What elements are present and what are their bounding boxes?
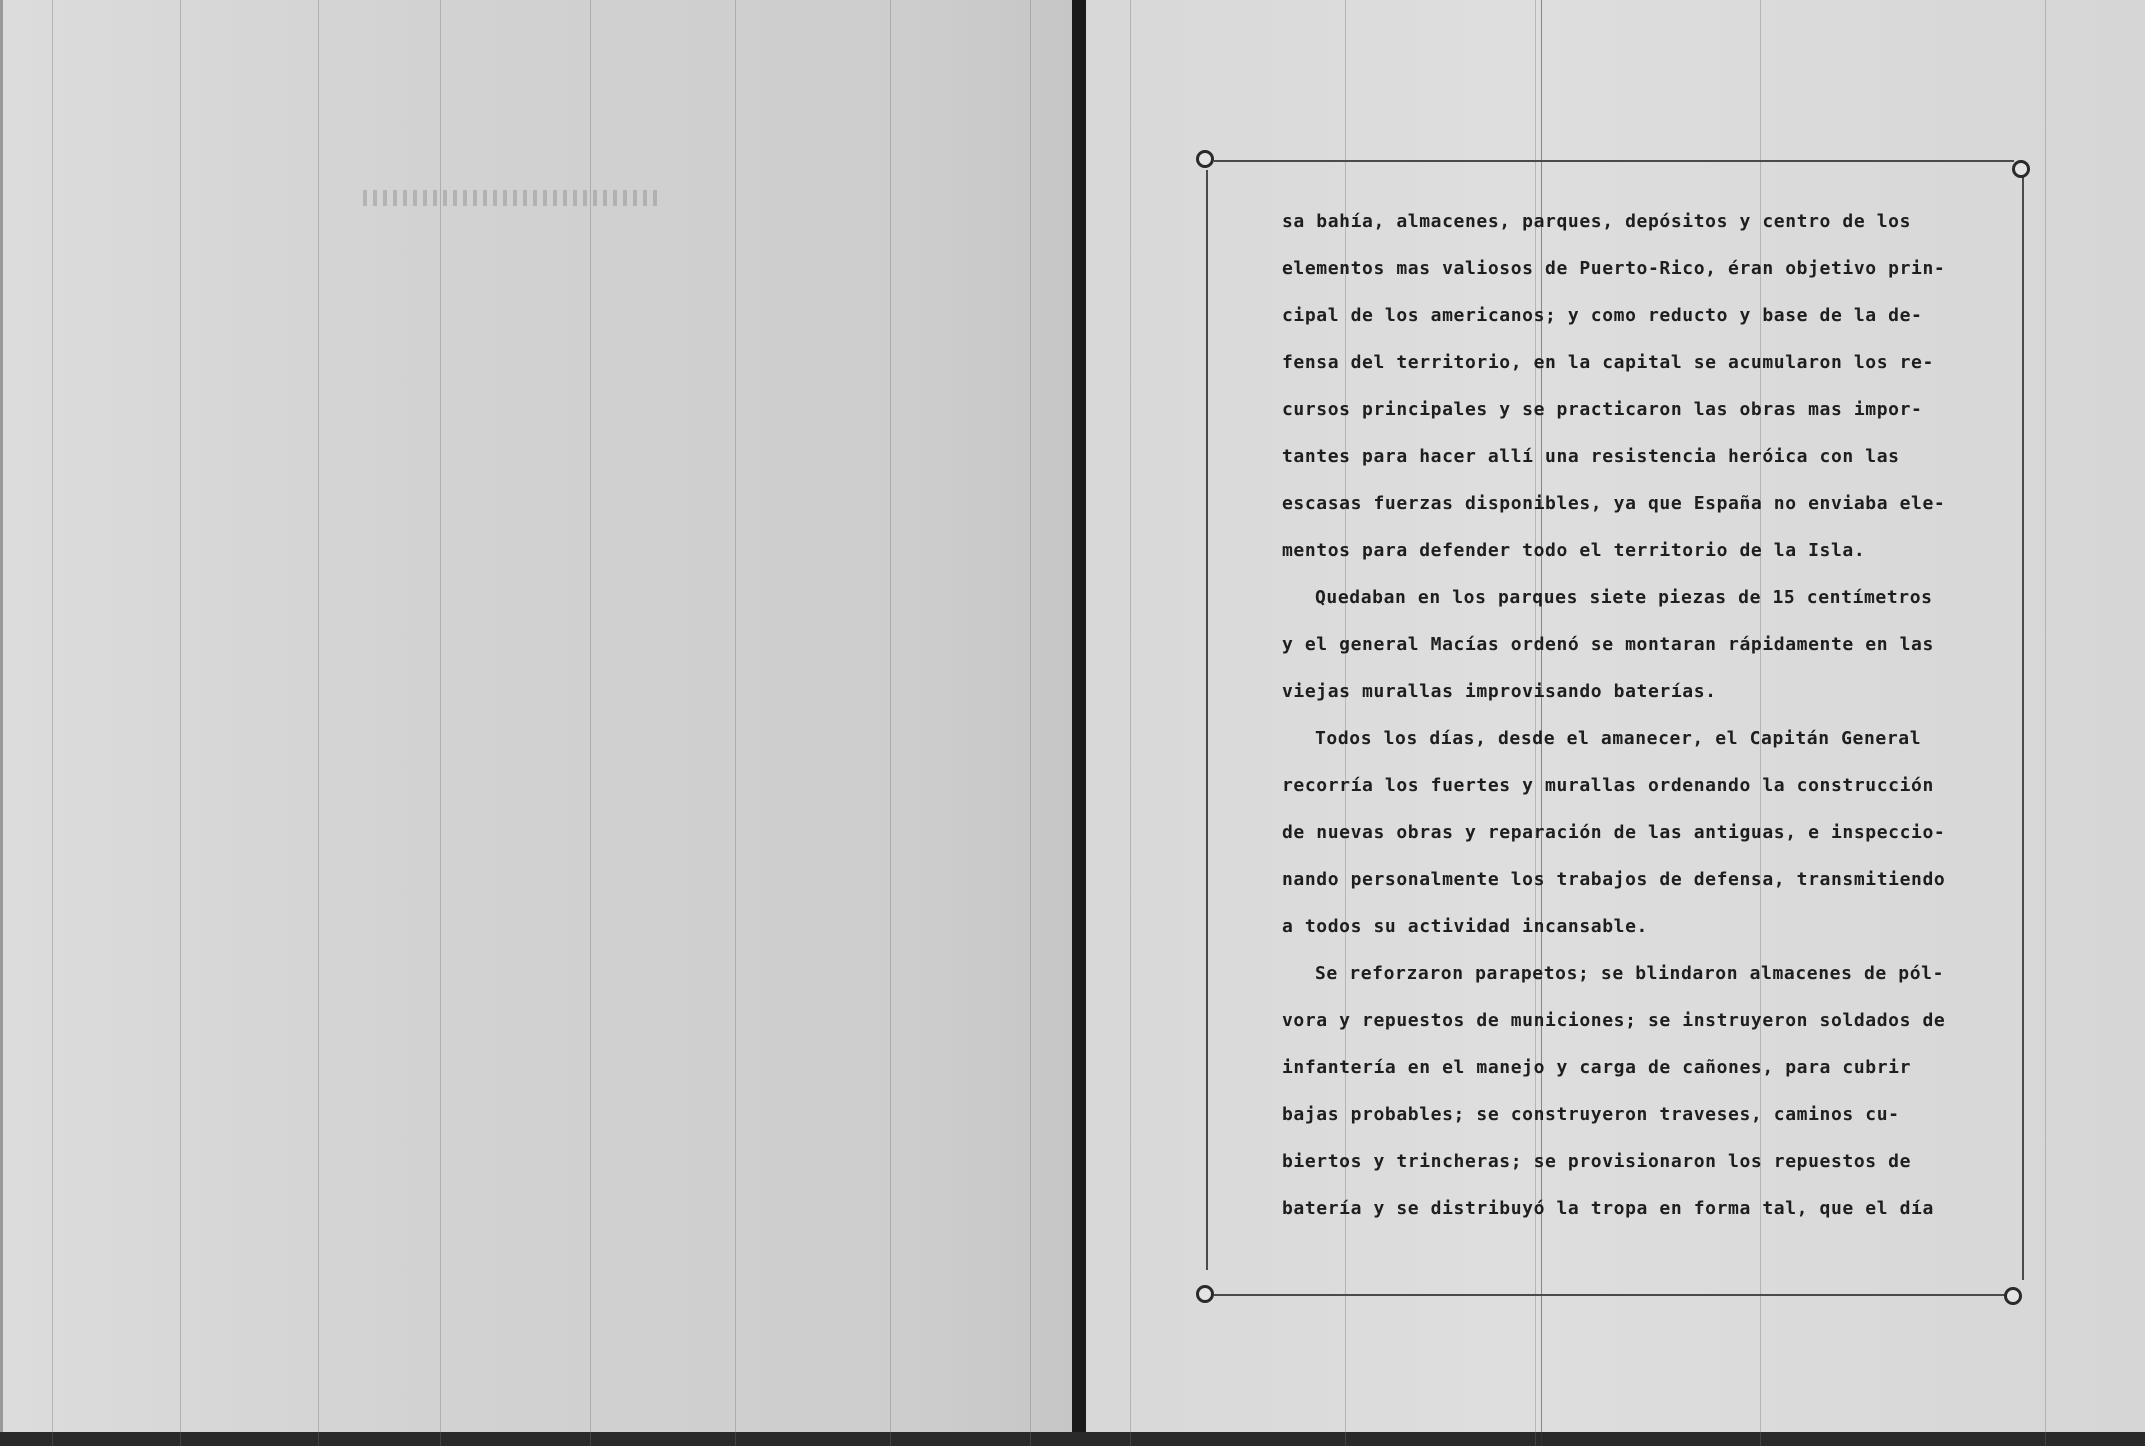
text-line: de nuevas obras y reparación de las antiguas, e inspeccio- <box>1282 822 1946 843</box>
text-line: cursos principales y se practicaron las obras mas impor- <box>1282 399 1923 420</box>
frame-top-line <box>1214 160 2014 162</box>
page-bottom-edge <box>0 1432 2145 1446</box>
text-line: y el general Macías ordenó se montaran rápidamente en las <box>1282 634 1934 655</box>
text-line: sa bahía, almacenes, parques, depósitos y centro de los <box>1282 211 1912 232</box>
text-line: elementos mas valiosos de Puerto-Rico, éran objetivo prin- <box>1282 258 1946 279</box>
scan-streak <box>890 0 891 1446</box>
frame-corner-ring <box>1196 1285 1214 1303</box>
frame-bottom-line <box>1214 1294 2014 1296</box>
text-line: fensa del territorio, en la capital se acumularon los re- <box>1282 352 1934 373</box>
text-line: Se reforzaron parapetos; se blindaron almacenes de pól- <box>1315 963 1945 984</box>
scan-streak <box>52 0 53 1446</box>
text-line: nando personalmente los trabajos de defensa, transmitiendo <box>1282 869 1946 890</box>
text-line: viejas murallas improvisando baterías. <box>1282 681 1717 702</box>
book-gutter <box>1072 0 1086 1446</box>
text-line: Quedaban en los parques siete piezas de 15 centímetros <box>1315 587 1933 608</box>
scan-streak <box>1030 0 1031 1446</box>
scan-streak <box>1130 0 1131 1446</box>
scan-streak <box>440 0 441 1446</box>
text-line: infantería en el manejo y carga de cañones, para cubrir <box>1282 1057 1912 1078</box>
frame-corner-ring <box>2012 160 2030 178</box>
scan-streak <box>2045 0 2046 1446</box>
scan-streak <box>180 0 181 1446</box>
text-line: recorría los fuertes y murallas ordenando la construcción <box>1282 775 1934 796</box>
text-line: cipal de los americanos; y como reducto y base de la de- <box>1282 305 1923 326</box>
text-line: a todos su actividad incansable. <box>1282 916 1648 937</box>
frame-corner-ring <box>1196 150 1214 168</box>
frame-corner-ring <box>2004 1287 2022 1305</box>
text-line: vora y repuestos de municiones; se instruyeron soldados de <box>1282 1010 1946 1031</box>
frame-left-line <box>1206 170 1208 1270</box>
scan-streak <box>318 0 319 1446</box>
text-line: Todos los días, desde el amanecer, el Capitán General <box>1315 728 1922 749</box>
frame-right-line <box>2022 170 2024 1280</box>
text-line: mentos para defender todo el territorio de la Isla. <box>1282 540 1866 561</box>
text-line: bajas probables; se construyeron traveses, caminos cu- <box>1282 1104 1900 1125</box>
text-line: tantes para hacer allí una resistencia heróica con las <box>1282 446 1900 467</box>
faint-bleed-through <box>363 190 663 206</box>
scan-streak <box>590 0 591 1446</box>
text-line: escasas fuerzas disponibles, ya que España no enviaba ele- <box>1282 493 1946 514</box>
text-line: biertos y trincheras; se provisionaron los repuestos de <box>1282 1151 1912 1172</box>
scan-streak <box>735 0 736 1446</box>
text-line: batería y se distribuyó la tropa en forma tal, que el día <box>1282 1198 1934 1219</box>
